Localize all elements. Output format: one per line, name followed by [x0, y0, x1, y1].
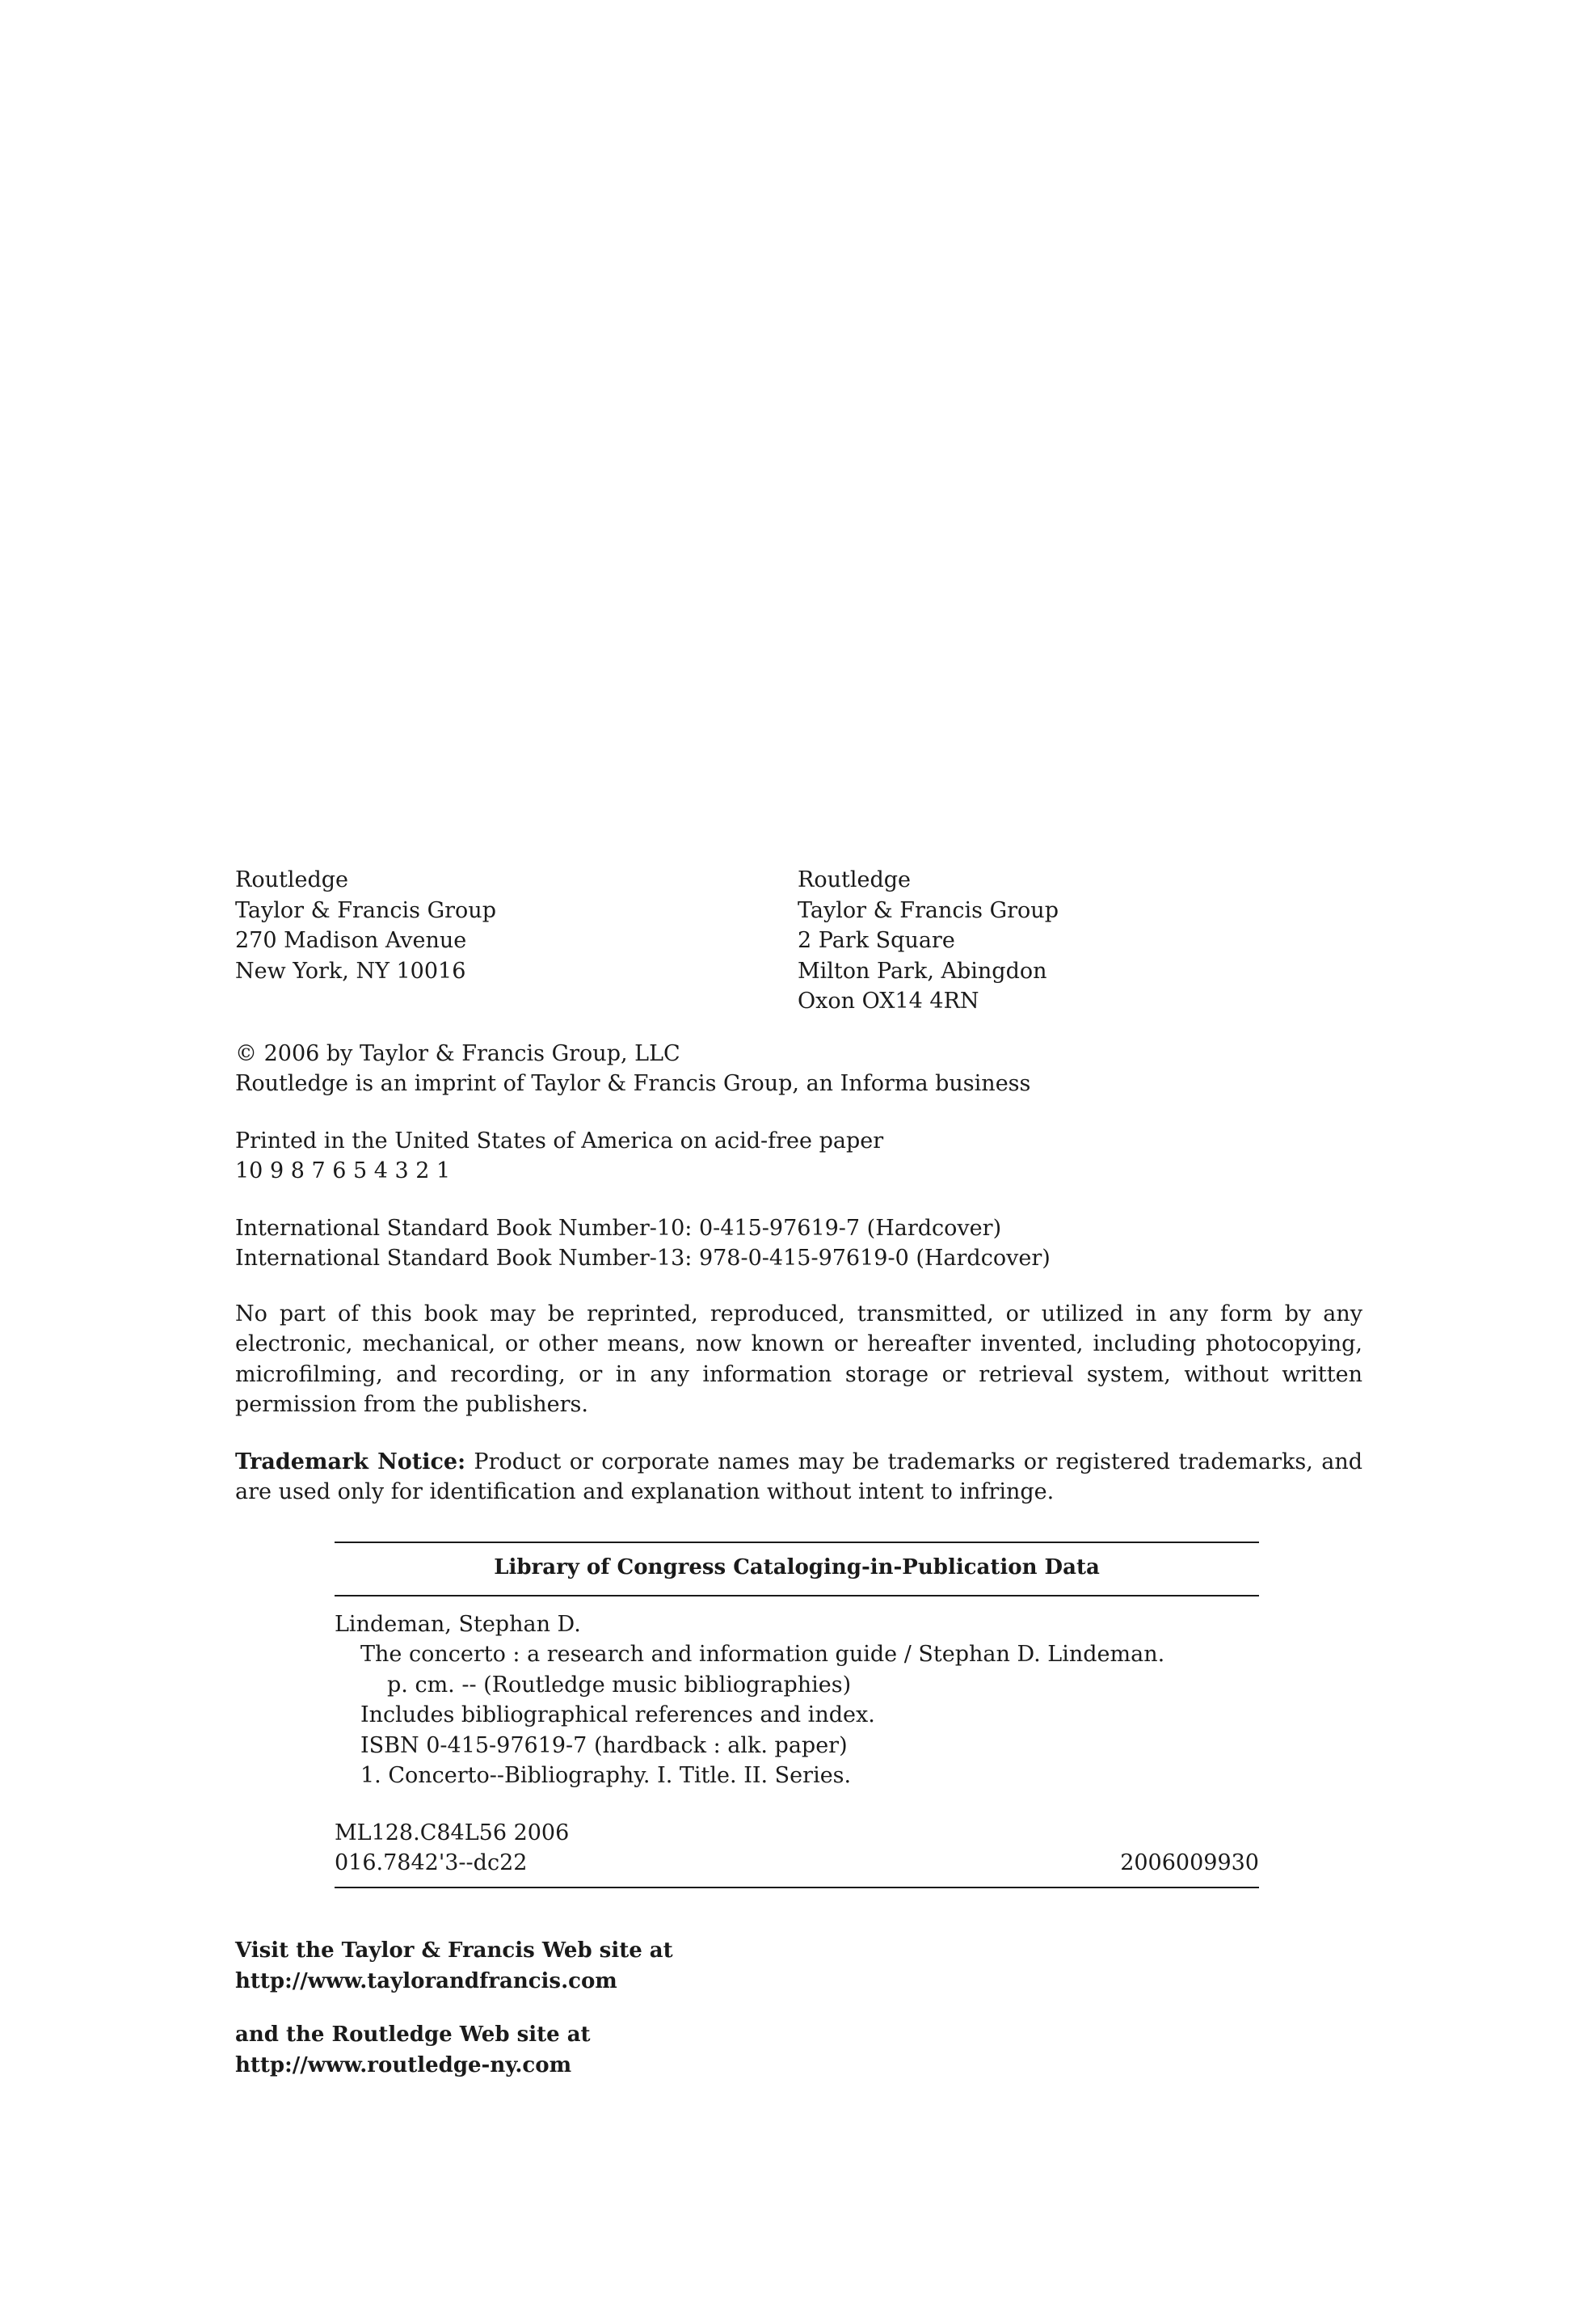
cip-lccn: 2006009930 — [1120, 1850, 1259, 1875]
cip-record — [335, 1596, 1259, 1879]
cip-class-row — [335, 1848, 1259, 1879]
printing-number-line: 10 9 8 7 6 5 4 3 2 1 — [235, 1158, 451, 1183]
trademark-notice — [235, 1447, 1362, 1508]
isbn-10-line: International Standard Book Number-10: 0-415-97619-7 (Hardcover) — [235, 1215, 1002, 1241]
cip-notes: Includes bibliographical references and index. — [360, 1702, 875, 1727]
address-line: Milton Park, Abingdon — [798, 958, 1047, 984]
cip-heading: Library of Congress Cataloging-in-Publication Data — [494, 1555, 1100, 1580]
cip-classification — [335, 1818, 1259, 1879]
address-line: 270 Madison Avenue — [235, 928, 467, 953]
divider — [335, 1887, 1259, 1888]
copyright-block — [235, 1039, 1362, 1099]
routledge-web-label: and the Routledge Web site at — [235, 2022, 591, 2047]
printing-block — [235, 1126, 1362, 1187]
cip-author: Lindeman, Stephan D. — [335, 1611, 581, 1637]
trademark-label: Trademark Notice: — [235, 1449, 466, 1474]
address-line: Taylor & Francis Group — [798, 897, 1059, 923]
publisher-addresses — [235, 865, 1362, 1017]
copyright-line: © 2006 by Taylor & Francis Group, LLC — [235, 1040, 680, 1066]
copyright-page-main — [235, 865, 1362, 1508]
tf-web-url[interactable]: http://www.taylorandfrancis.com — [235, 1968, 617, 1993]
cip-isbn: ISBN 0-415-97619-7 (hardback : alk. paper) — [360, 1732, 848, 1758]
imprint-line: Routledge is an imprint of Taylor & Francis Group, an Informa business — [235, 1071, 1031, 1096]
routledge-web-url[interactable]: http://www.routledge-ny.com — [235, 2052, 572, 2077]
cip-dewey: 016.7842'3--dc22 — [335, 1850, 528, 1875]
cip-lc-class: ML128.C84L56 2006 — [335, 1820, 570, 1845]
trademark-text: Product or corporate names may be trademarks or registered trademarks, and are used only for identification and explanation without intent to infringe. — [235, 1449, 1362, 1504]
divider — [335, 1542, 1259, 1543]
isbn-13-line: International Standard Book Number-13: 978-0-415-97619-0 (Hardcover) — [235, 1246, 1051, 1271]
publisher-address-uk — [798, 865, 1362, 1017]
cip-subjects: 1. Concerto--Bibliography. I. Title. II. Series. — [360, 1763, 852, 1788]
address-line: 2 Park Square — [798, 928, 955, 953]
address-line: Routledge — [235, 867, 348, 892]
web-links-block — [235, 1936, 673, 2081]
isbn-block — [235, 1213, 1362, 1274]
cip-title: The concerto : a research and information guide / Stephan D. Lindeman. — [360, 1642, 1165, 1667]
address-line: New York, NY 10016 — [235, 958, 466, 984]
address-line: Routledge — [798, 867, 911, 892]
tf-web-label: Visit the Taylor & Francis Web site at — [235, 1938, 673, 1963]
cip-data-block — [335, 1542, 1259, 1888]
address-line: Taylor & Francis Group — [235, 897, 496, 923]
publisher-address-us — [235, 865, 798, 1017]
rights-notice: No part of this book may be reprinted, reproduced, transmitted, or utilized in any form by any electronic, mechanical, or other means, now known or hereafter invented, including photocopying, microfilming, and recording, or in any information storage or retrieval system, without written permission from the publishers. — [235, 1301, 1362, 1417]
address-line: Oxon OX14 4RN — [798, 989, 979, 1014]
cip-physical: p. cm. -- (Routledge music bibliographies) — [387, 1672, 852, 1698]
printed-line: Printed in the United States of America on acid-free paper — [235, 1128, 884, 1154]
